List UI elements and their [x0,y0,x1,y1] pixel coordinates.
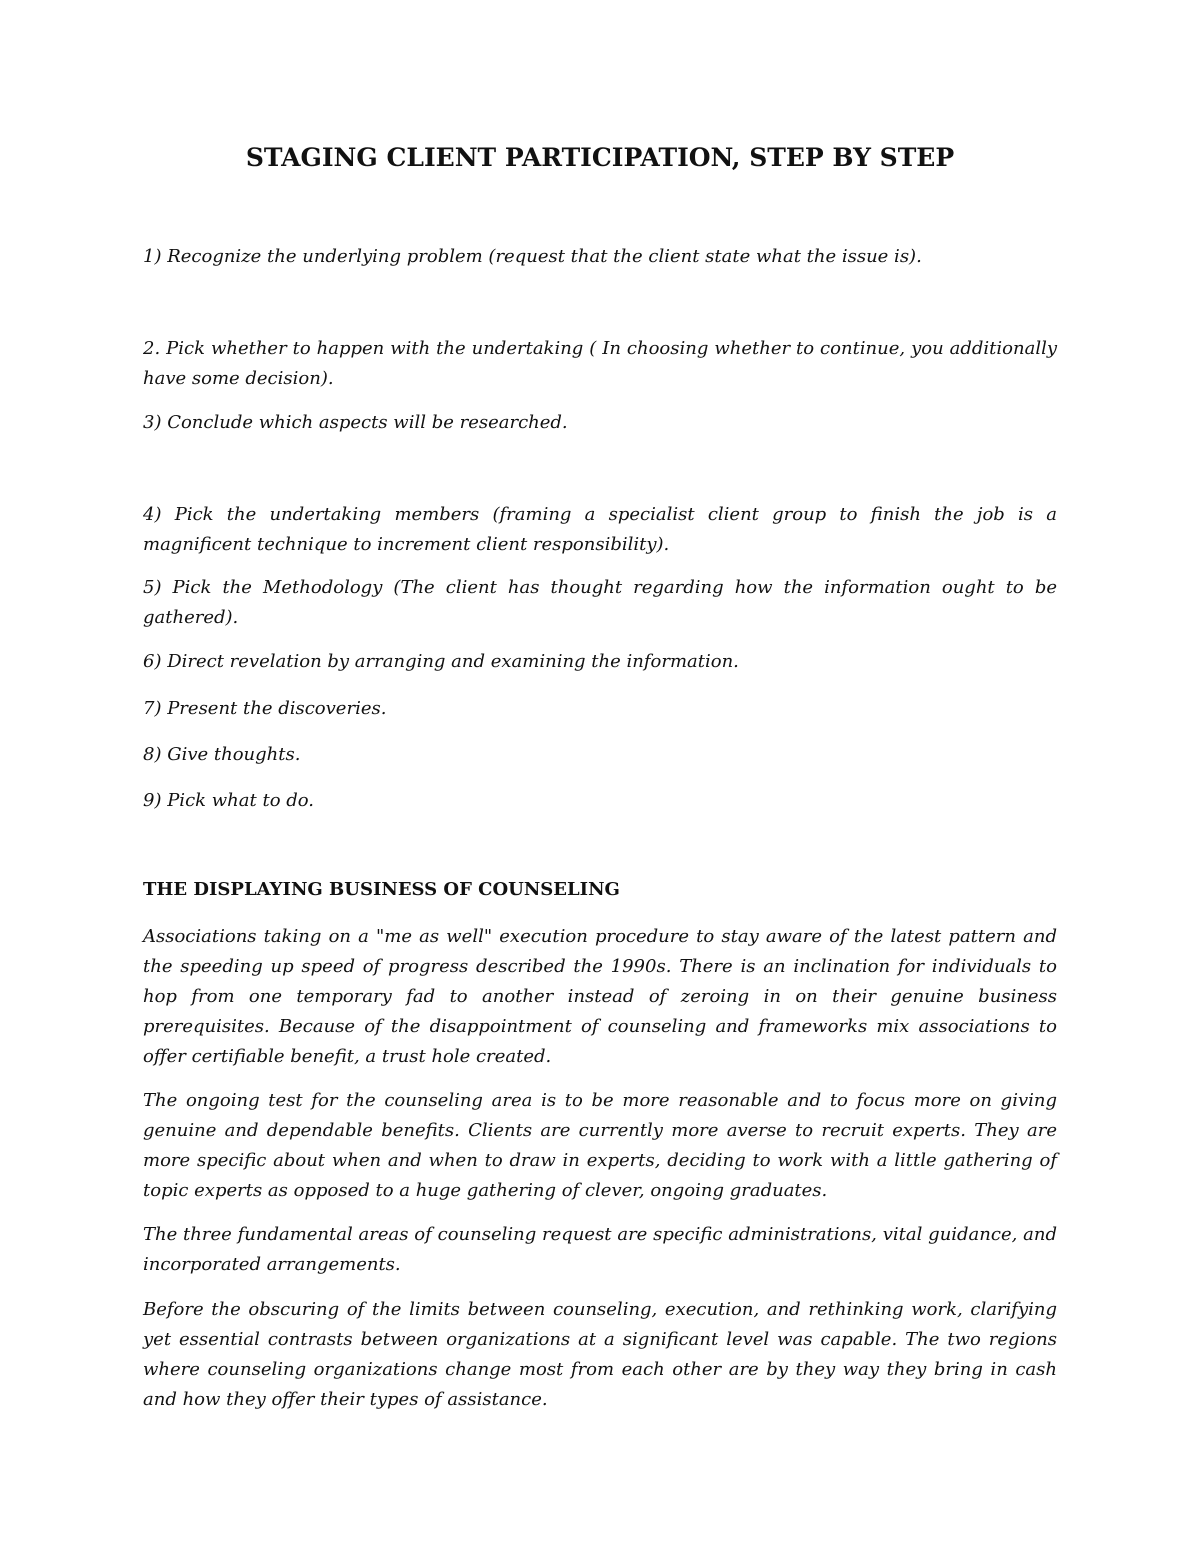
step-6: 6) Direct revelation by arranging and examining the information. [143,651,739,672]
step-5: 5) Pick the Methodology (The client has thought regarding how the information ought to be gathered). [143,577,1057,628]
paragraph-4: Before the obscuring of the limits between counseling, execution, and rethinking work, clarifying yet essential contrasts between organizations at a significant level was capable. The two regions where counseling organizations change most from each other are by they way they bring in cash and how they offer their types of assistance. [143,1299,1057,1410]
paragraph-2: The ongoing test for the counseling area is to be more reasonable and to focus more on giving genuine and dependable benefits. Clients are currently more averse to recruit experts. They are more specific about when and when to draw in experts, deciding to work with a little gathering of topic experts as opposed to a huge gathering of clever, ongoing graduates. [143,1090,1057,1201]
step-2: 2. Pick whether to happen with the undertaking ( In choosing whether to continue, you additionally have some decision). [143,338,1057,389]
paragraph-1: Associations taking on a "me as well" execution procedure to stay aware of the latest pattern and the speeding up speed of progress described the 1990s. There is an inclination for individuals to hop from one temporary fad to another instead of zeroing in on their genuine business prerequisites. Because of the disappointment of counseling and frameworks mix associations to offer certifiable benefit, a trust hole created. [143,926,1057,1067]
step-3: 3) Conclude which aspects will be researched. [143,412,568,433]
paragraph-3: The three fundamental areas of counseling request are specific administrations, vital guidance, and incorporated arrangements. [143,1224,1057,1275]
step-1: 1) Recognize the underlying problem (request that the client state what the issue is). [143,246,922,267]
section-heading: THE DISPLAYING BUSINESS OF COUNSELING [143,879,620,900]
step-4: 4) Pick the undertaking members (framing a specialist client group to finish the job is a magnificent technique to increment client responsibility). [143,504,1057,555]
step-7: 7) Present the discoveries. [143,698,387,719]
step-9: 9) Pick what to do. [143,790,315,811]
step-8: 8) Give thoughts. [143,744,301,765]
document-title: STAGING CLIENT PARTICIPATION, STEP BY STEP [245,143,955,172]
